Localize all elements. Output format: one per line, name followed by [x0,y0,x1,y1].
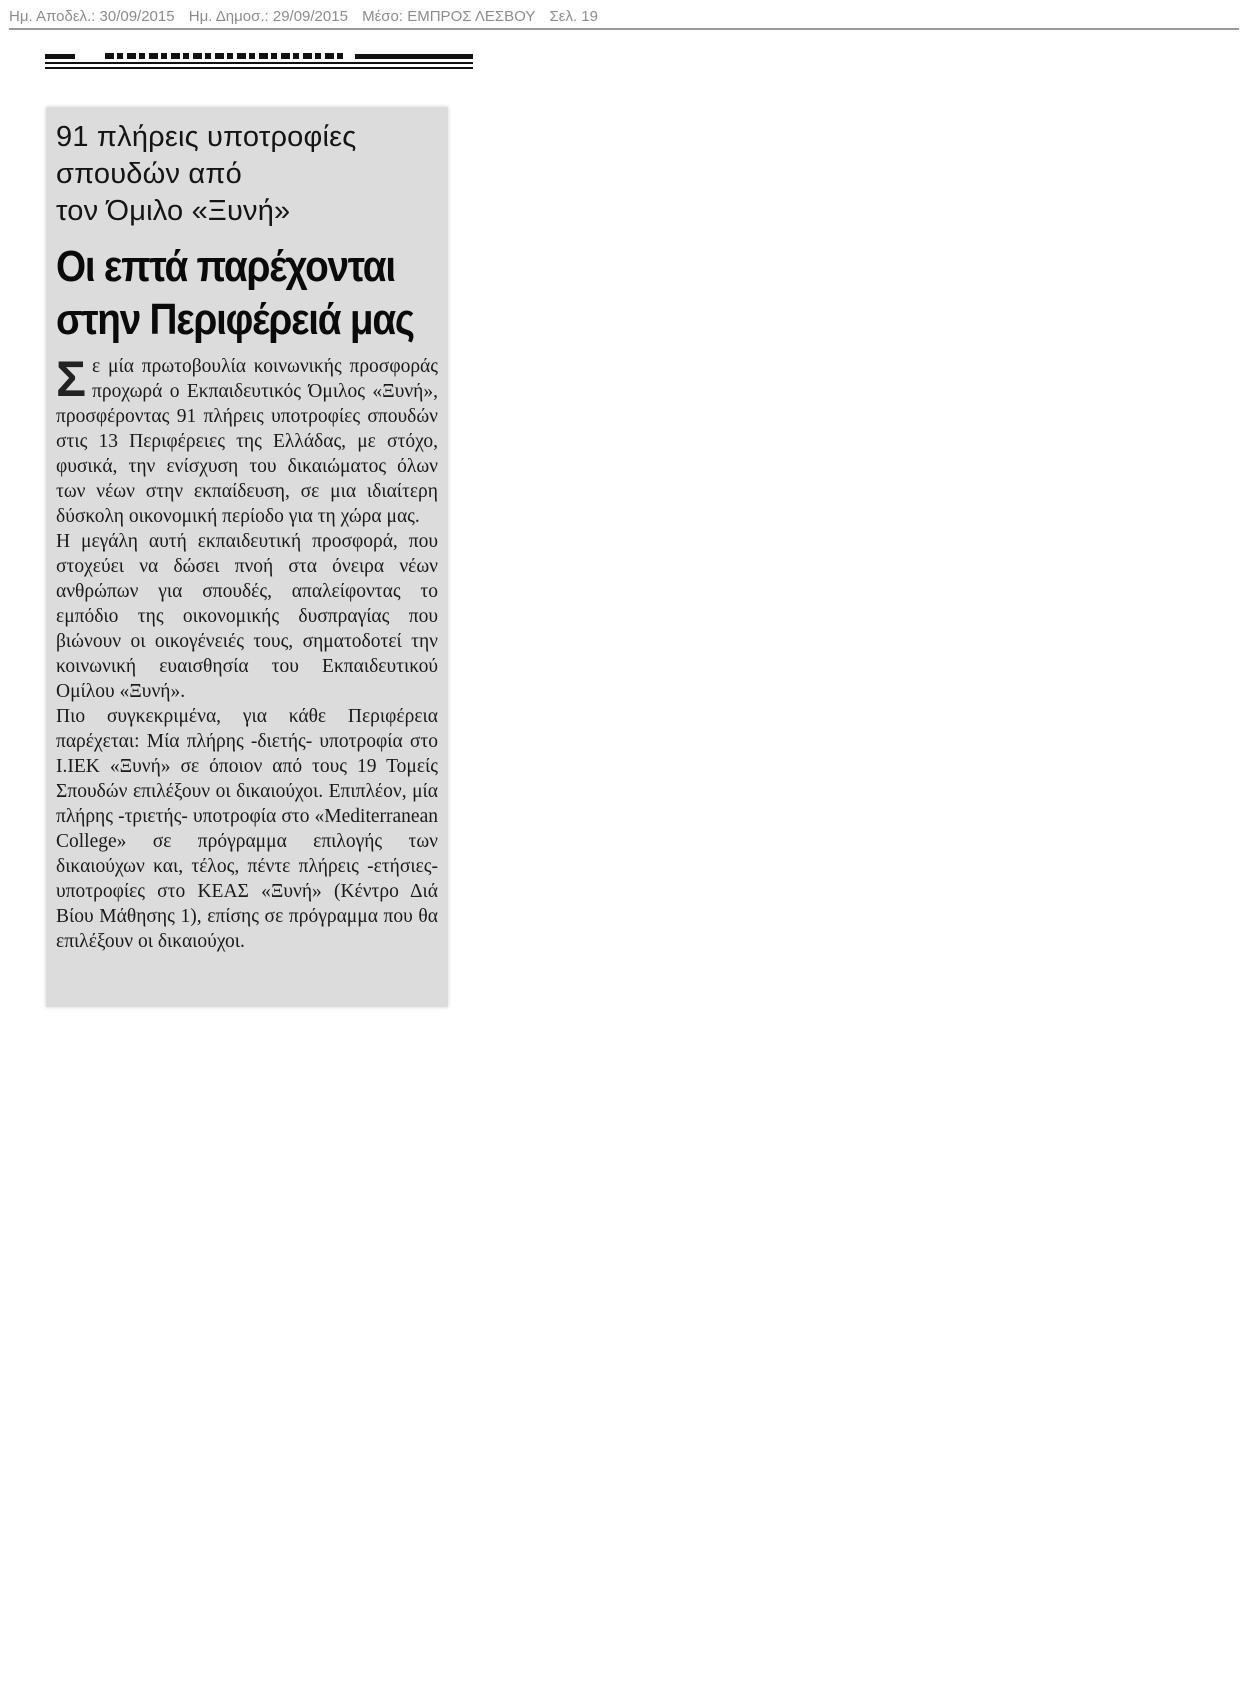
headline-line: στην Περιφέρειά μας [56,295,414,344]
kicker-line: 91 πλήρεις υποτροφίες [56,121,357,153]
page-number: Σελ. 19 [549,8,598,25]
article-box [46,107,448,1007]
paragraph-text: ε μία πρωτοβουλία κοινωνικής προσφοράς προχωρά ο Εκπαιδευτικός Όμιλος «Ξυνή», προσφέροντας 91 πλήρεις υποτροφίες σπουδών στις 13 Περιφέρειες της Ελλάδας, με στόχο, φυσικά, την ενίσχυση του δικαιώματος όλων των νέων στην εκπαίδευση, σε μια ιδιαίτερη δύσκολη οικονομική περίοδο για τη χώρα μας. [56,356,438,527]
article-kicker [56,119,438,230]
body-paragraph [56,351,438,529]
masthead-bar-left [45,54,75,59]
masthead-rule-bottom [45,67,473,69]
drop-cap: Σ [56,351,87,407]
clipped-masthead-rule [45,52,473,70]
body-paragraph: Η μεγάλη αυτή εκπαιδευτική προσφορά, που στοχεύει να δώσει πνοή στα όνειρα νέων ανθρώπων για σπουδές, απαλείφοντας το εμπόδιο της οικονομικής δυσπραγίας που βιώνουν οι οικογένειές τους, σηματοδοτεί την κοινωνική ευαισθησία του Εκπαιδευτικού Ομίλου «Ξυνή». [56,531,438,702]
media-source: Μέσο: ΕΜΠΡΟΣ ΛΕΣΒΟΥ [362,8,536,25]
kicker-line: σπουδών από [56,158,242,190]
masthead-bar-right [355,54,473,59]
kicker-line: τον Όμιλο «Ξυνή» [56,195,291,227]
article-body [56,351,438,954]
clipping-metadata-bar [9,6,1239,30]
masthead-rule-top [45,62,473,64]
body-paragraph: Πιο συγκεκριμένα, για κάθε Περιφέρεια παρέχεται: Μία πλήρης -διετής- υποτροφία στο Ι.ΙΕΚ «Ξυνή» σε όποιον από τους 19 Τομείς Σπουδών επιλέξουν οι δικαιούχοι. Επιπλέον, μία πλήρης -τριετής- υποτροφία στο «Mediterranean College» σε πρόγραμμα επιλογής των δικαιούχων και, τέλος, πέντε πλήρεις -ετήσιες- υποτροφίες στο ΚΕΑΣ «Ξυνή» (Κέντρο Διά Βίου Μάθησης 1), επίσης σε πρόγραμμα που θα επιλέξουν οι δικαιούχοι. [56,706,438,952]
delivery-date: Ημ. Αποδελ.: 30/09/2015 [9,8,175,25]
publication-date: Ημ. Δημοσ.: 29/09/2015 [188,8,348,25]
headline-line: Οι επτά παρέχονται [56,242,395,291]
article-headline [56,240,414,346]
masthead-clipped-text [105,46,345,59]
